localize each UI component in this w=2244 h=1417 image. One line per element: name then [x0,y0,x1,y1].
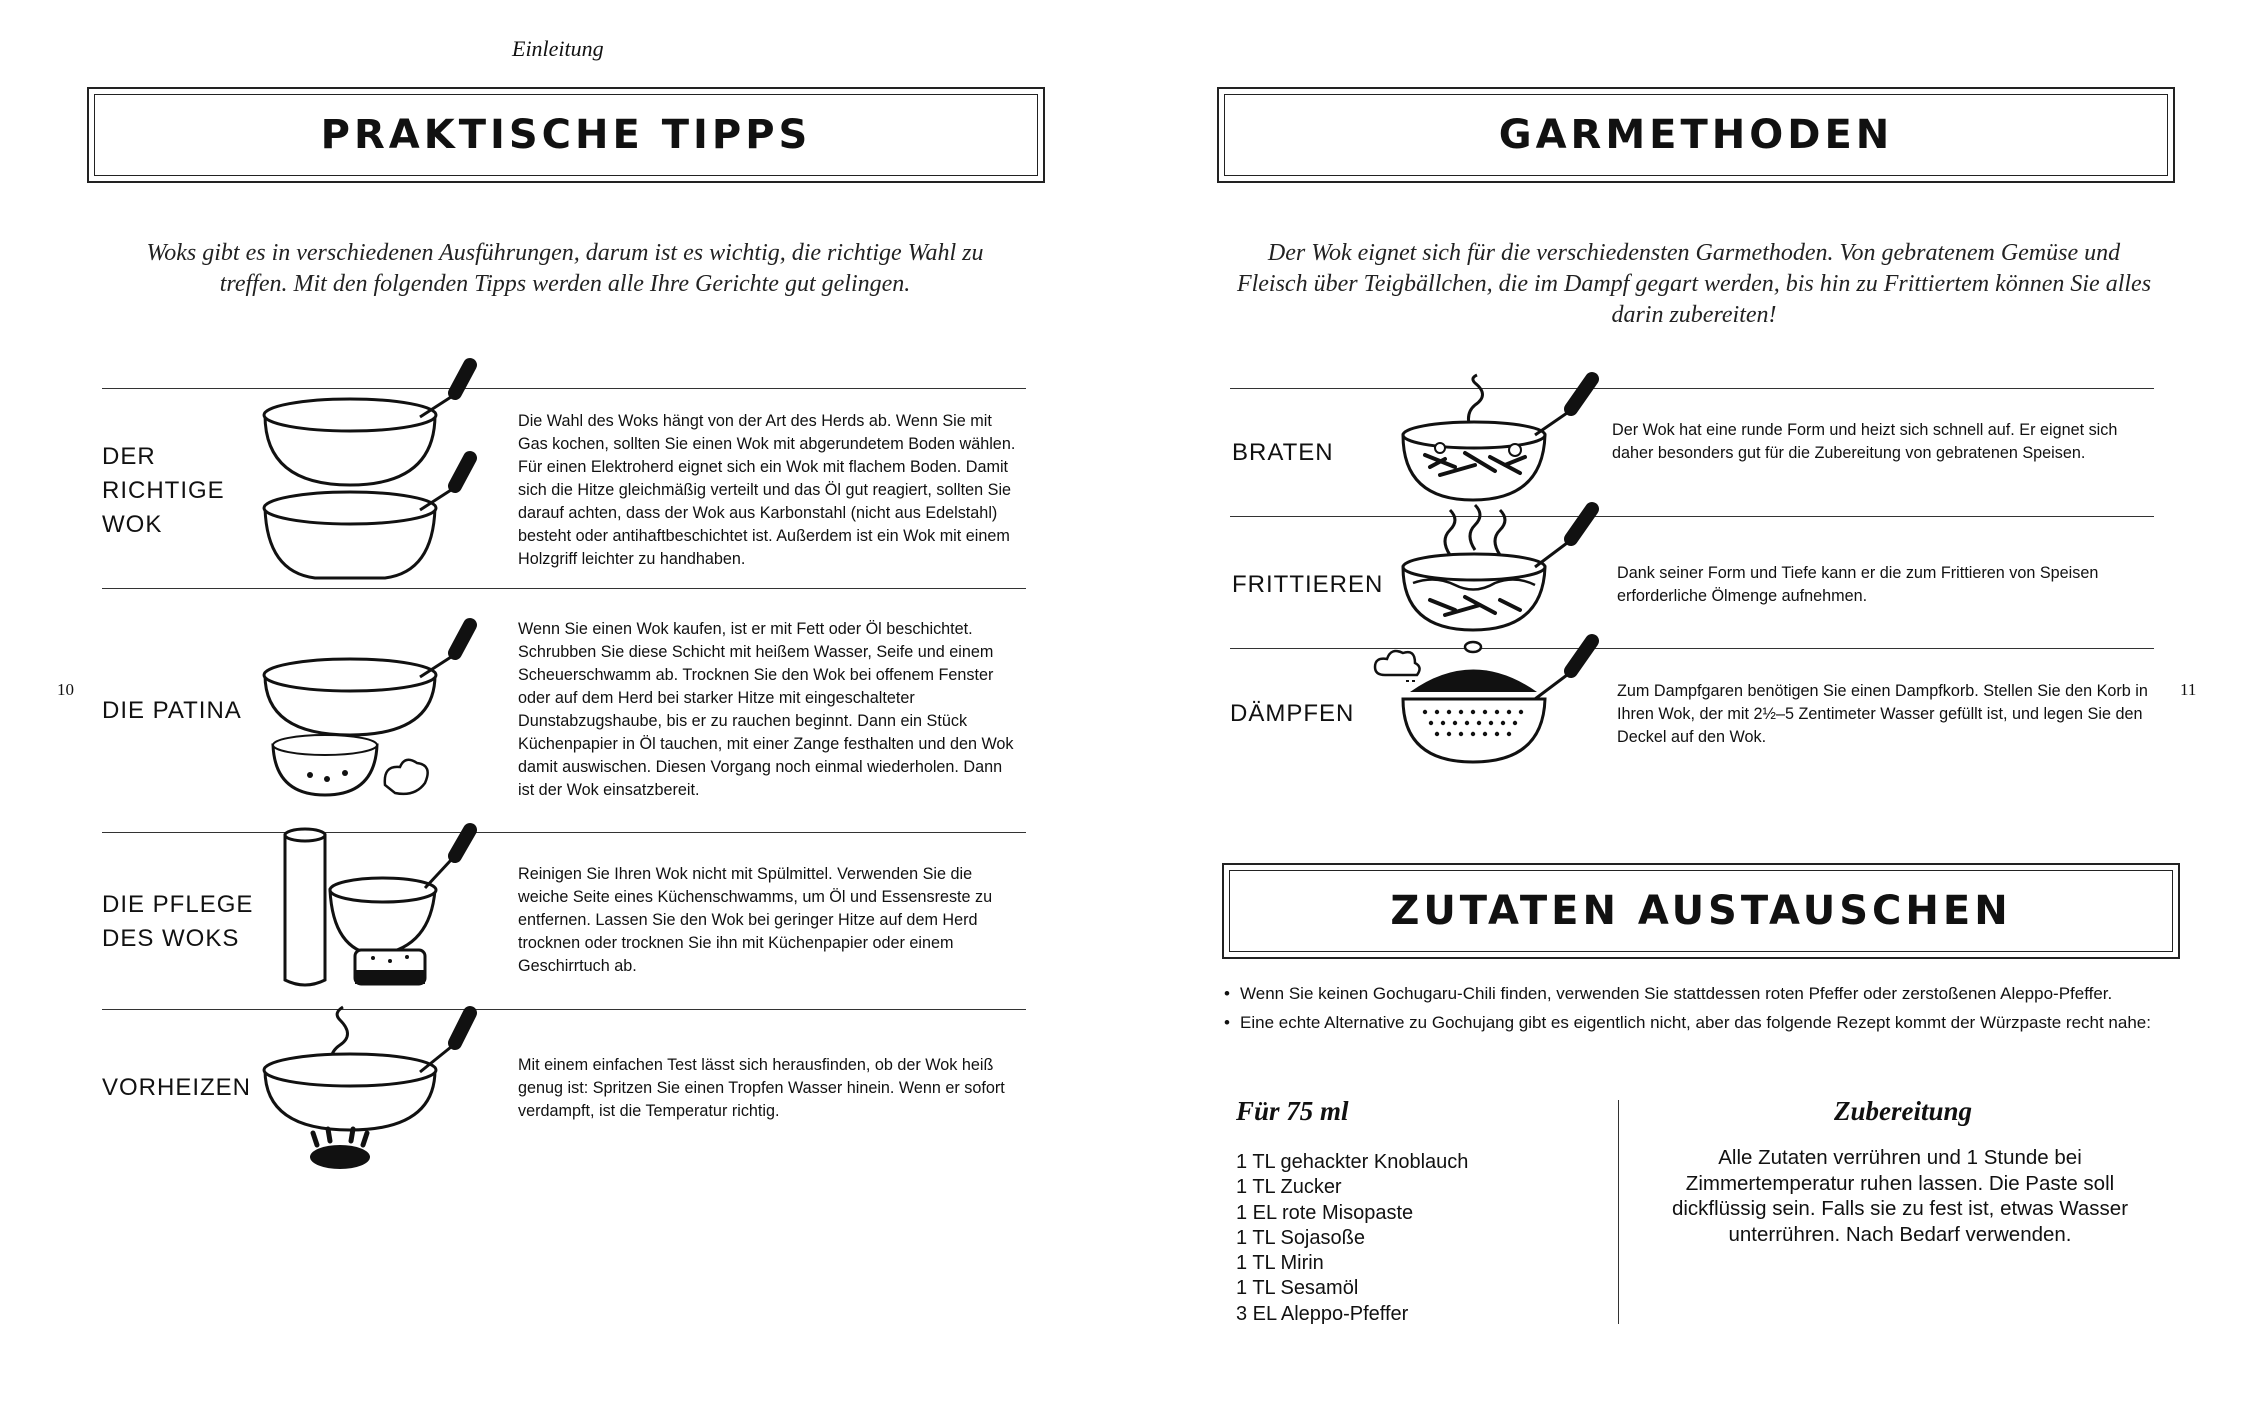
section-text-patina: Wenn Sie einen Wok kaufen, ist er mit Fett oder Öl beschichtet. Schrubben Sie diese Schicht mit heißem Wasser, Seife und einem Scheuerschwamm ab. Trocknen Sie den Wok bei offenem Fenster oder auf dem Herd bei starker Hitze mit eingeschalteter Dunstabzugshaube, bis er zu rauchen beginnt. Dann ein Stück Küchenpapier in Öl tauchen, mit einer Zange festhalten und den Wok damit auswischen. Diesen Vorgang noch einmal wiederholen. Dann ist der Wok einsatzbereit. [518,620,1014,799]
section-header: Einleitung [512,36,604,61]
section-text-vorheizen: Mit einem einfachen Test lässt sich herausfinden, ob der Wok heiß genug ist: Spritzen Sie einen Tropfen Wasser hinein. Wenn er sofort verdampft, ist die Temperatur richtig. [518,1056,1005,1120]
wok-flat-bottom-icon [255,450,495,590]
prep-text: Alle Zutaten verrühren und 1 Stunde bei Zimmertemperatur ruhen lassen. Die Paste soll dickflüssig sein. Falls sie zu fest ist, etwas Wasser unterrühren. Nach Bedarf verwenden. [1671,1146,2129,1246]
steamer-wok-icon [1345,637,1615,772]
ingredient-item: 1 TL Zucker [1236,1176,1342,1199]
deep-fry-wok-icon [1395,505,1615,640]
ingredient-item: 3 EL Aleppo-Pfeffer [1236,1302,1409,1325]
stir-fry-wok-icon [1395,375,1615,510]
recipe-yield-label: Für 75 ml [1236,1096,1349,1126]
ingredient-item: 1 TL Mirin [1236,1252,1324,1275]
section-title-zutaten: ZUTATEN AUSTAUSCHEN [1390,888,2012,934]
method-text-daempfen: Zum Dampfgaren benötigen Sie einen Dampfkorb. Stellen Sie den Korb in Ihren Wok, der mit 2½–5 Zentimeter Wasser gefüllt ist, und legen Sie den Deckel auf den Wok. [1617,682,2148,746]
method-label-braten: BRATEN [1232,439,1334,466]
section-label-pflege: DIE PFLEGE DES WOKS [102,891,254,952]
page-number-right: 11 [2180,680,2197,699]
divider [1230,516,2154,517]
section-text-pflege: Reinigen Sie Ihren Wok nicht mit Spülmittel. Verwenden Sie die weiche Seite eines Küchenschwamms, um Öl und Essensreste zu entfernen. Lassen Sie den Wok bei geringer Hitze auf dem Herd trocknen oder trocknen Sie ihn mit Küchenpapier oder einem Geschirrtuch ab. [518,865,993,975]
section-text-wok: Die Wahl des Woks hängt von der Art des Herds ab. Wenn Sie mit Gas kochen, sollten Sie einen Wok mit abgerundetem Boden wählen. Für einen Elektroherd eignet sich ein Wok mit flachem Boden. Damit sich die Hitze gleichmäßig verteilt und das Öl gut reagiert, sollten Sie darauf achten, dass der Wok aus Karbonstahl (nicht aus Edelstahl) besteht oder antihaftbeschichtet ist. Außerdem ist ein Wok mit einem Holzgriff leichter zu handhaben. [518,412,1016,568]
method-text-braten: Der Wok hat eine runde Form und heizt sich schnell auf. Er eignet sich daher besonders gut für die Zubereitung von gebratenen Speisen. [1612,421,2118,462]
ingredient-list [1236,1150,1616,1327]
intro-right: Der Wok eignet sich für die verschiedensten Garmethoden. Von gebratenem Gemüse und Fleisch über Teigbällchen, die im Dampf gegart werden, bis hin zu Frittiertem können Sie alles darin zubereiten! [1236,240,2152,328]
method-text-frittieren: Dank seiner Form und Tiefe kann er die zum Frittieren von Speisen erforderliche Ölmenge aufnehmen. [1617,564,2099,605]
substitution-list [1224,979,2174,1037]
ingredient-item: 1 TL Sojasoße [1236,1226,1365,1249]
divider [102,1009,1026,1010]
ingredient-item: 1 TL Sesamöl [1236,1277,1359,1300]
divider [102,388,1026,389]
divider [1230,388,2154,389]
ingredient-item: 1 TL gehackter Knoblauch [1236,1151,1469,1173]
prep-label: Zubereitung [1834,1096,1973,1126]
section-label-wok: DER RICHTIGE WOK [102,443,225,538]
title-box-zutaten [1222,863,2180,959]
intro-left: Woks gibt es in verschiedenen Ausführungen, darum ist es wichtig, die richtige Wahl zu treffen. Mit den folgenden Tipps werden alle Ihre Gerichte gut gelingen. [146,240,984,297]
divider [102,588,1026,589]
ingredient-item: 1 EL rote Misopaste [1236,1201,1414,1224]
title-box-garmethoden [1217,87,2175,183]
paper-towel-and-sponge-icon [255,830,495,1010]
wok-cleaning-icon [255,615,495,815]
recipe-column-divider [1618,1100,1619,1324]
wok-on-burner-icon [255,1005,495,1180]
page-title-right: GARMETHODEN [1498,112,1894,158]
section-label-vorheizen: VORHEIZEN [102,1074,252,1101]
page-title-left: PRAKTISCHE TIPPS [320,112,812,158]
list-item: • Wenn Sie keinen Gochugaru-Chili finden, verwenden Sie stattdessen roten Pfeffer oder zerstoßenen Aleppo-Pfeffer. [1224,979,2174,1008]
method-label-frittieren: FRITTIEREN [1232,571,1384,598]
title-box-praktische-tipps [87,87,1045,183]
divider [102,832,1026,833]
list-item: • Eine echte Alternative zu Gochujang gibt es eigentlich nicht, aber das folgende Rezept kommt der Würzpaste recht nahe: [1224,1008,2174,1037]
page-number-left: 10 [57,680,74,699]
method-label-daempfen: DÄMPFEN [1230,700,1355,727]
section-label-patina: DIE PATINA [102,697,242,724]
